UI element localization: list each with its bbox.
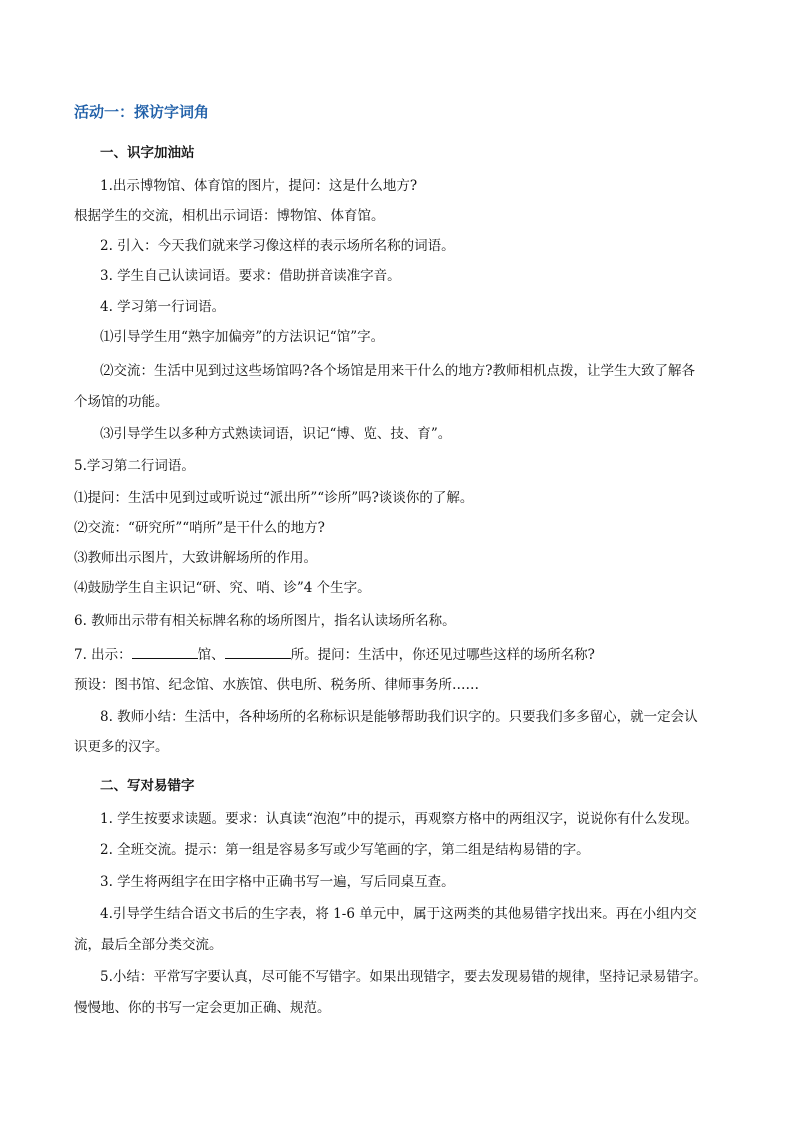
paragraph-line: ⑵交流：生活中见到过这些场馆吗?各个场馆是用来干什么的地方?教师相机点拨，让学生大致了解各 [100,363,695,379]
paragraph-line: ⑶引导学生以多种方式熟读词语，识记“博、览、技、育”。 [100,426,452,442]
paragraph-line: 1. 学生按要求读题。要求：认真读“泡泡”中的提示，再观察方格中的两组汉字，说说你有什么发现。 [100,811,698,827]
paragraph-line: 根据学生的交流，相机出示词语：博物馆、体育馆。 [74,208,385,224]
paragraph-line: 5.学习第二行词语。 [74,458,195,474]
blank-prefix: 7. 出示： [74,647,132,663]
paragraph-line: ⑴引导学生用“熟字加偏旁”的方法识记“馆”字。 [100,329,385,345]
fill-in-blank-line [74,644,595,665]
paragraph-line: 1.出示博物馆、体育馆的图片，提问：这是什么地方? [100,178,418,194]
paragraph-line: 2. 引入：今天我们就来学习像这样的表示场所名称的词语。 [100,238,455,254]
blank-underline [225,644,291,659]
paragraph-line: 8. 教师小结：生活中，各种场所的名称标识是能够帮助我们识字的。只要我们多多留心，就一定会认 [100,709,698,725]
paragraph-line: 流，最后全部分类交流。 [74,937,223,953]
paragraph-line: 2. 全班交流。提示：第一组是容易多写或少写笔画的字，第二组是结构易错的字。 [100,842,590,858]
paragraph-line: 识更多的汉字。 [74,739,169,755]
blank-mid: 馆、 [197,647,225,663]
paragraph-line: ⑷鼓励学生自主识记“研、究、哨、诊”4 个生字。 [74,580,371,596]
paragraph-line: 预设：图书馆、纪念馆、水族馆、供电所、税务所、律师事务所…… [74,677,479,693]
blank-underline [132,644,198,659]
paragraph-line: 6. 教师出示带有相关标牌名称的场所图片，指名认读场所名称。 [74,613,456,629]
blank-suffix: 所。提问：生活中，你还见过哪些这样的场所名称? [290,647,595,663]
paragraph-line: ⑶教师出示图片，大致讲解场所的作用。 [74,550,317,566]
paragraph-line: 慢慢地、你的书写一定会更加正确、规范。 [74,1000,331,1016]
paragraph-line: 个场馆的功能。 [74,394,169,410]
section-heading-literacy: 一、识字加油站 [100,145,195,161]
paragraph-line: 4. 学习第一行词语。 [100,299,226,315]
paragraph-line: 3. 学生自己认读词语。要求：借助拼音读准字音。 [100,268,401,284]
paragraph-line: ⑵交流：“研究所”“哨所”是干什么的地方? [74,520,325,536]
paragraph-line: 4.引导学生结合语文书后的生字表，将 1-6 单元中，属于这两类的其他易错字找出来。再在小组内交 [100,906,697,922]
paragraph-line: 5.小结：平常写字要认真，尽可能不写错字。如果出现错字，要去发现易错的规律，坚持记录易错字。 [100,969,707,985]
section-heading-typos: 二、写对易错字 [100,778,195,794]
activity-title: 活动一：探访字词角 [74,103,210,121]
paragraph-line: ⑴提问：生活中见到过或听说过“派出所”“诊所”吗?谈谈你的了解。 [74,490,474,506]
paragraph-line: 3. 学生将两组字在田字格中正确书写一遍，写后同桌互查。 [100,874,455,890]
